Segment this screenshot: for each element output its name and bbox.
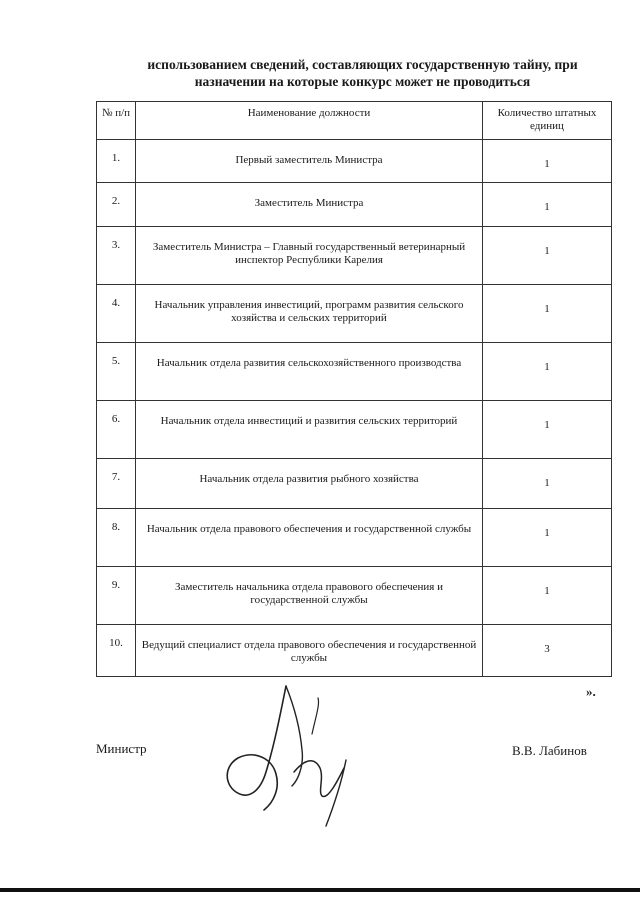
row-num: 8. <box>97 509 136 567</box>
row-num: 5. <box>97 343 136 401</box>
table-row <box>97 509 612 567</box>
row-count: 1 <box>483 401 612 459</box>
document-heading <box>100 56 625 90</box>
row-count: 3 <box>483 625 612 677</box>
table-row <box>97 401 612 459</box>
header-name: Наименование должности <box>136 102 483 140</box>
row-name: Заместитель Министра – Главный государственный ветеринарный инспектор Республики Карелия <box>136 227 483 285</box>
heading-line-2: назначении на которые конкурс может не проводиться <box>194 74 531 89</box>
row-name: Начальник отдела развития сельскохозяйственного производства <box>136 343 483 401</box>
row-count: 1 <box>483 285 612 343</box>
row-num: 7. <box>97 459 136 509</box>
table-row <box>97 227 612 285</box>
row-name: Ведущий специалист отдела правового обеспечения и государственной службы <box>136 625 483 677</box>
row-count: 1 <box>483 140 612 183</box>
row-count: 1 <box>483 183 612 227</box>
signatory-name: В.В. Лабинов <box>512 743 587 758</box>
row-name: Заместитель Министра <box>136 183 483 227</box>
row-num: 2. <box>97 183 136 227</box>
positions-table <box>96 101 612 677</box>
closing-quote: ». <box>586 684 596 699</box>
row-count: 1 <box>483 459 612 509</box>
row-num: 1. <box>97 140 136 183</box>
header-count: Количество штатных единиц <box>483 102 612 140</box>
row-num: 10. <box>97 625 136 677</box>
row-name: Начальник отдела инвестиций и развития сельских территорий <box>136 401 483 459</box>
row-name: Первый заместитель Министра <box>136 140 483 183</box>
row-num: 9. <box>97 567 136 625</box>
table-row <box>97 567 612 625</box>
table-header-row <box>97 102 612 140</box>
row-num: 6. <box>97 401 136 459</box>
bottom-divider <box>0 888 640 892</box>
signatory-title: Министр <box>96 741 147 756</box>
row-name: Начальник отдела развития рыбного хозяйства <box>136 459 483 509</box>
handwritten-signature-icon <box>214 676 374 836</box>
header-num: № п/п <box>97 102 136 140</box>
row-count: 1 <box>483 509 612 567</box>
table-row <box>97 625 612 677</box>
row-num: 3. <box>97 227 136 285</box>
row-num: 4. <box>97 285 136 343</box>
row-name: Заместитель начальника отдела правового обеспечения и государственной службы <box>136 567 483 625</box>
table-row <box>97 285 612 343</box>
table-row <box>97 343 612 401</box>
heading-line-1: использованием сведений, составляющих государственную тайну, при <box>147 57 578 72</box>
table-row <box>97 459 612 509</box>
row-name: Начальник отдела правового обеспечения и государственной службы <box>136 509 483 567</box>
table-row <box>97 140 612 183</box>
row-count: 1 <box>483 567 612 625</box>
row-name: Начальник управления инвестиций, программ развития сельского хозяйства и сельских территорий <box>136 285 483 343</box>
row-count: 1 <box>483 227 612 285</box>
table-row <box>97 183 612 227</box>
row-count: 1 <box>483 343 612 401</box>
